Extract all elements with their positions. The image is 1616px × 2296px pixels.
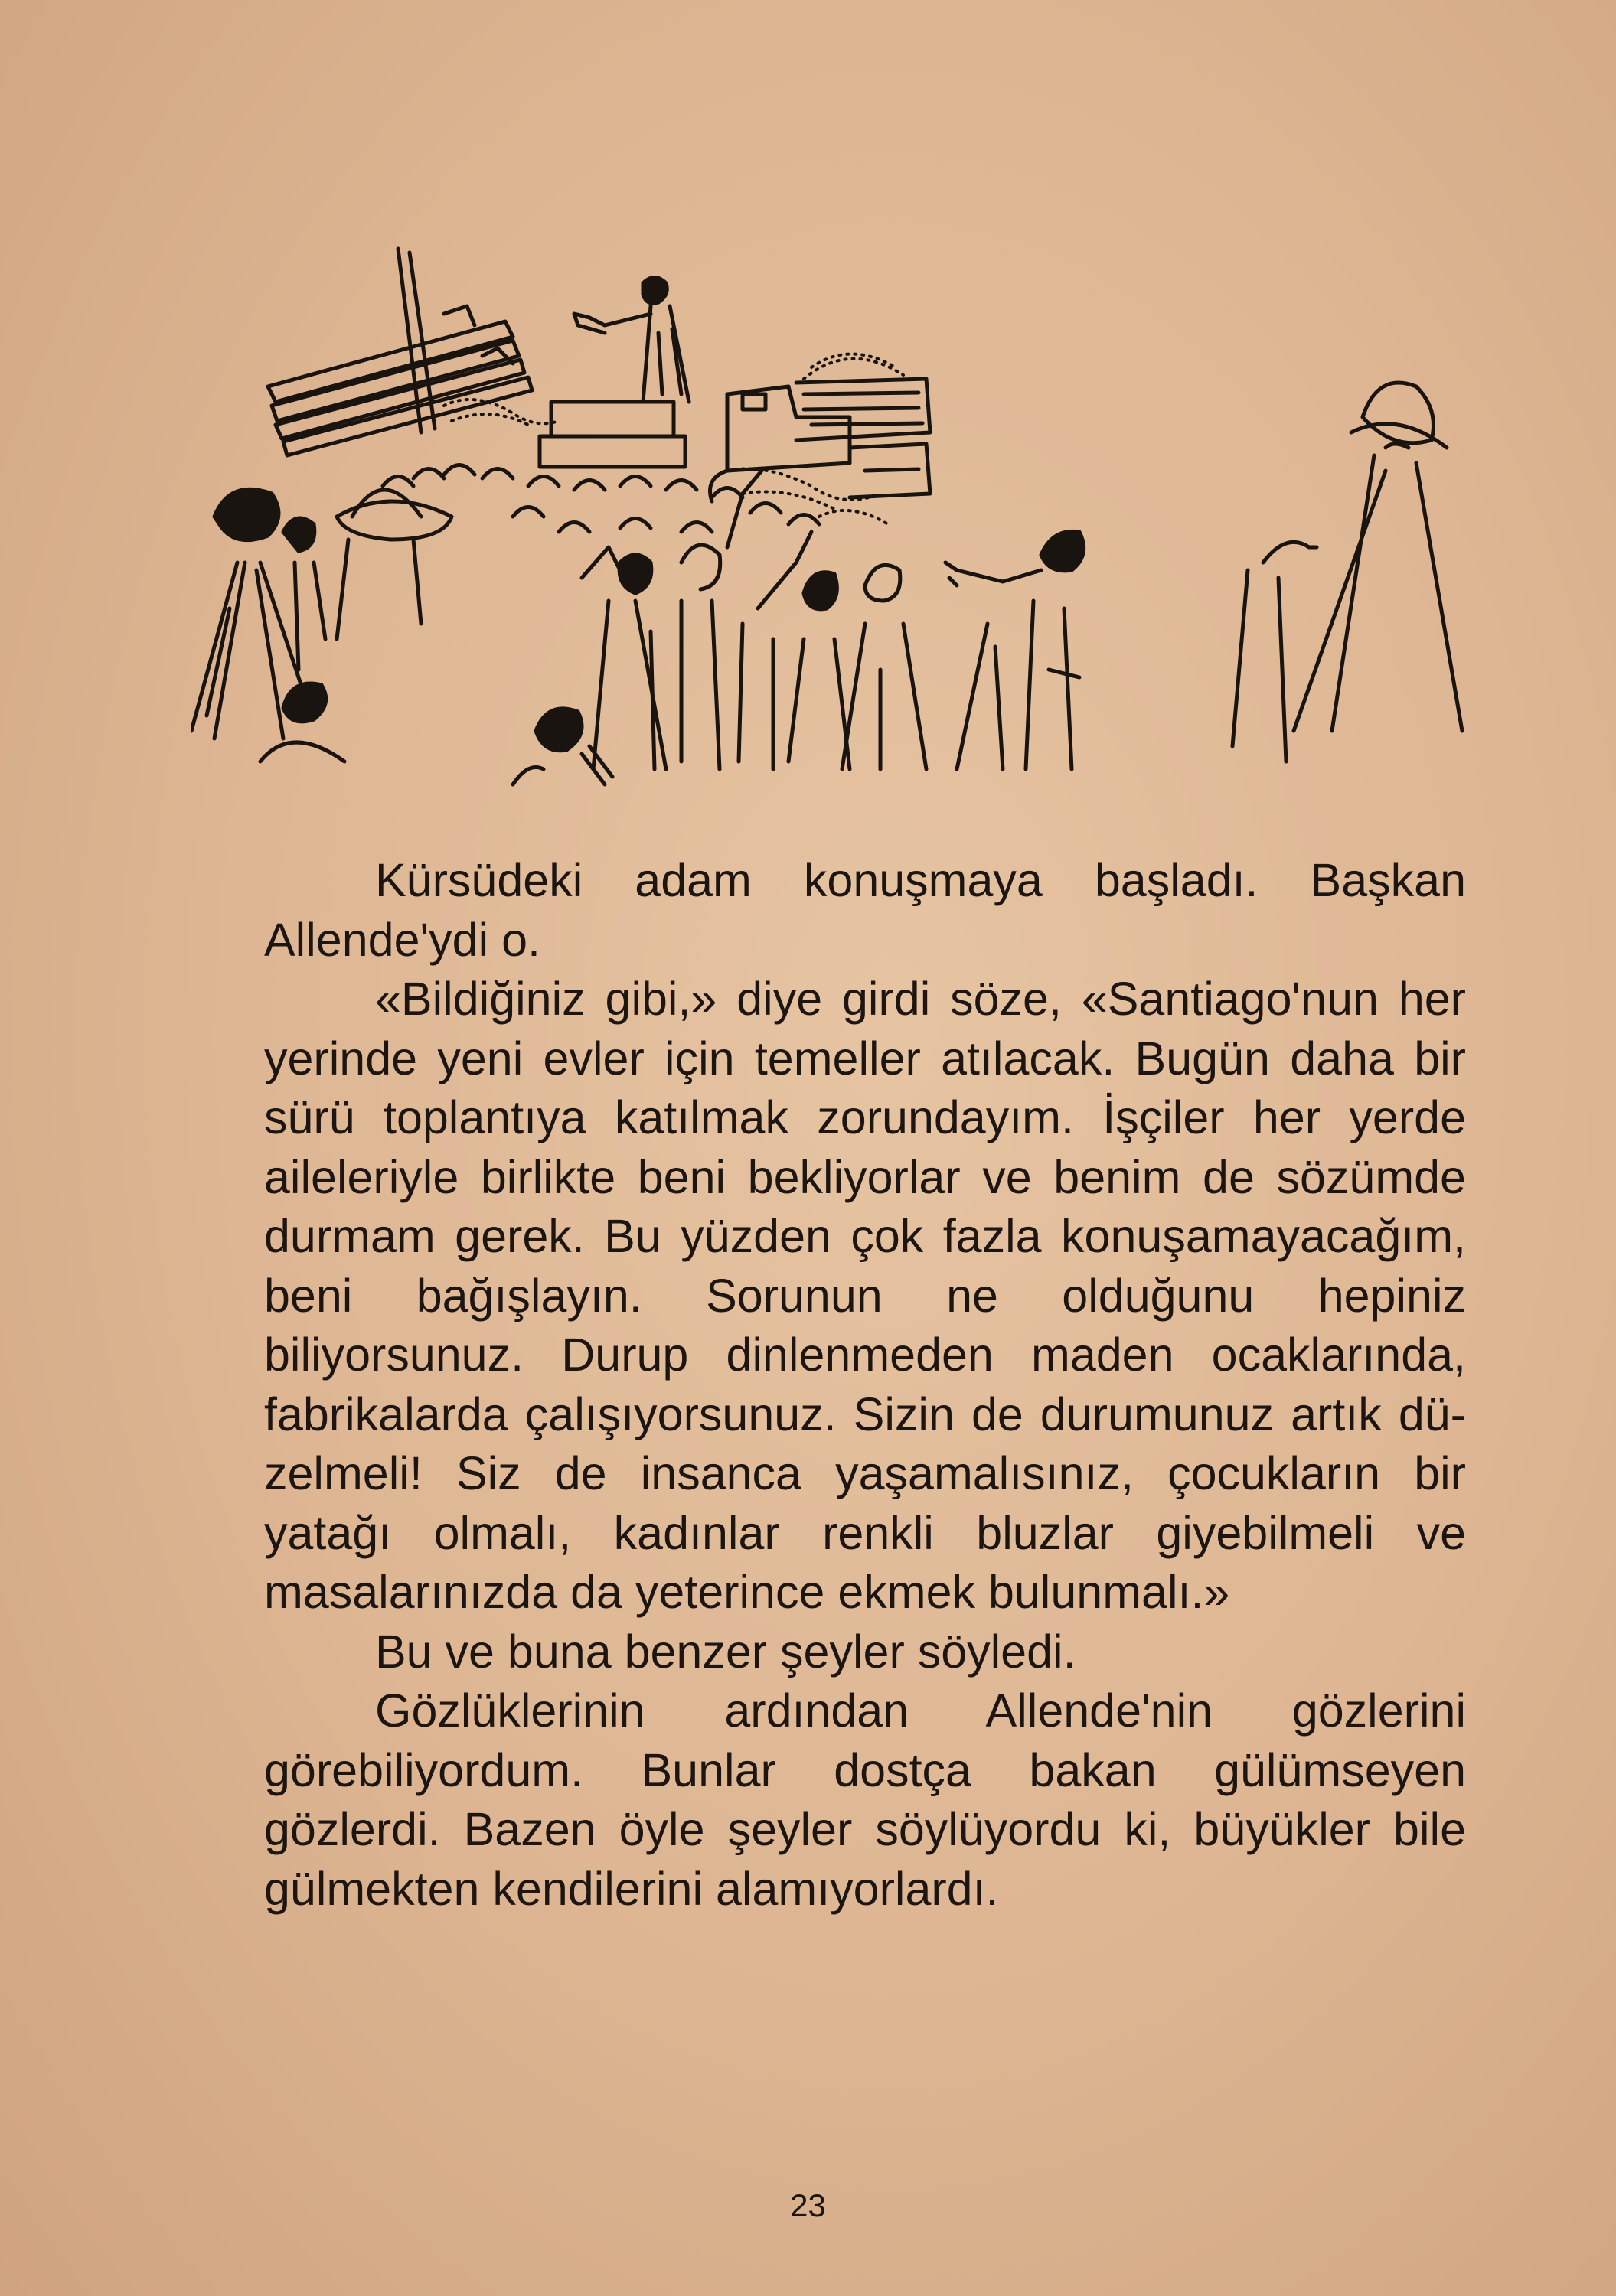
truck-drawing (710, 379, 931, 501)
paragraph-4: Gözlüklerinin ardından Allende'nin gözlerini görebiliyordum. Bunlar dostça bakan gülümseyen gözlerdi. Bazen öyle şeyler söylüyordu ki, büyükler bile gülmekten kendilerini alamıyorlardı. (264, 1684, 1466, 1915)
rally-crowd-illustration (191, 241, 1485, 807)
story-text (264, 851, 1466, 1919)
scaffold-boards-drawing (268, 249, 532, 455)
paragraph-1: Kürsüdeki adam konuşmaya başladı. Başkan Allende'ydi o. (264, 854, 1466, 966)
crowd-people-drawing (191, 383, 1462, 784)
page-number: 23 (790, 2187, 826, 2223)
speaker-podium-drawing (540, 278, 689, 468)
paragraph-3: Bu ve buna benzer şeyler söyledi. (375, 1625, 1076, 1678)
paragraph-2: «Bildiğiniz gibi,» diye girdi söze, «Santiago'nun her yerinde yeni evler için temeller atılacak. Bugün daha bir sürü toplantıya katılmak zorundayım. İşçiler her yerde aileleriyle birlikte beni bekliyorlar ve benim de sözümde durmam gerek. Bu yüzden çok fazla konuşamayacağım, beni bağışlayın. Sorunun ne olduğunu hepiniz biliyorsunuz. Durup dinlenmeden maden ocaklarında, fabrikalarda çalışıyorsunuz. Sizin de durumunuz artık düzelmeli! Siz de insanca yaşamalısınız, çocukların bir yatağı olmalı, kadınlar renkli bluzlar giyebilmeli ve masalarınızda da yeterince ekmek bulunmalı.» (264, 973, 1466, 1618)
